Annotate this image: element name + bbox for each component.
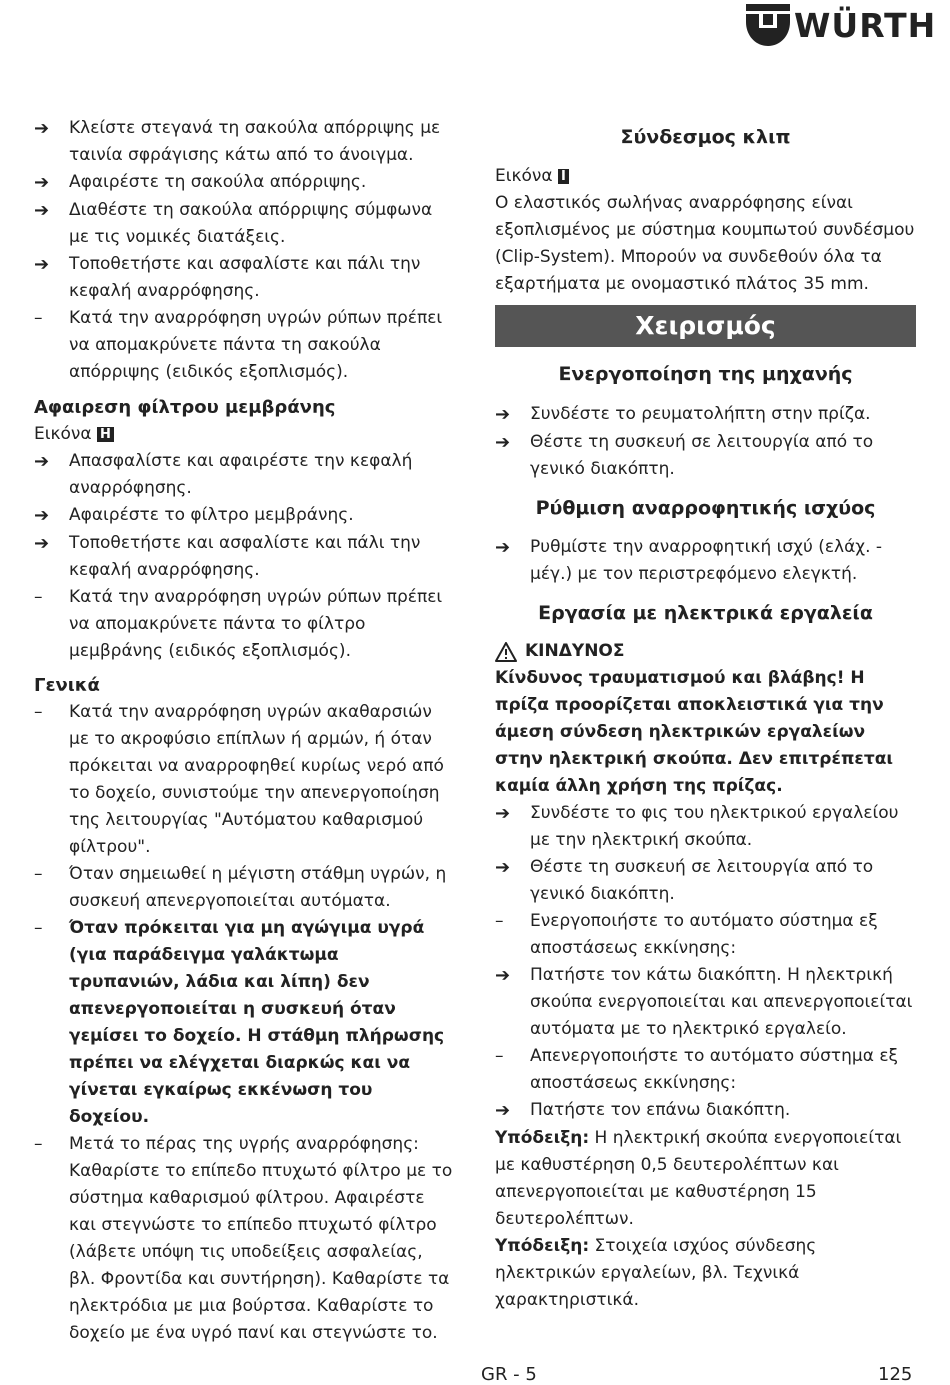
list-item-text: Κλείστε στεγανά τη σακούλα απόρριψης με ταινία σφράγισης κάτω από το άνοιγμα. bbox=[69, 118, 441, 165]
dash-bullet bbox=[34, 1131, 69, 1347]
left-column bbox=[34, 115, 454, 1347]
suction-list bbox=[495, 534, 916, 588]
general-heading: Γενικά bbox=[34, 675, 100, 696]
right-column bbox=[495, 124, 916, 1314]
dash-bullet bbox=[34, 915, 69, 1131]
arrow-bullet-icon bbox=[34, 448, 69, 502]
list-item bbox=[34, 915, 454, 1131]
figure-letter: I bbox=[558, 169, 569, 184]
list-item-text: Τοποθετήστε και ασφαλίστε και πάλι την κεφαλή αναρρόφησης. bbox=[69, 533, 421, 580]
note-label: Υπόδειξη: bbox=[495, 1236, 590, 1256]
wurth-logo-icon bbox=[746, 4, 790, 46]
arrow-bullet-icon bbox=[34, 197, 69, 251]
list-item bbox=[34, 699, 454, 861]
list-item-text: Θέστε τη συσκευή σε λειτουργία από το γενικό διακόπτη. bbox=[530, 857, 874, 904]
list-item-text: Ρυθμίστε την αναρροφητική ισχύ (ελάχ. - μέγ.) με τον περιστρεφόμενο ελεγκτή. bbox=[530, 537, 883, 584]
arrow-bullet-icon bbox=[34, 530, 69, 584]
danger-label-text: ΚΙΝΔΥΝΟΣ bbox=[525, 641, 625, 661]
list-item bbox=[34, 530, 454, 584]
note-text: Στοιχεία ισχύος σύνδεσης ηλεκτρικών εργαλείων, βλ. Τεχνικά χαρακτηριστικά. bbox=[495, 1236, 817, 1310]
footer-page-number: 125 bbox=[878, 1364, 913, 1385]
list-item-text: Απασφαλίστε και αφαιρέστε την κεφαλή αναρρόφησης. bbox=[69, 451, 413, 498]
figure-ref-i bbox=[495, 163, 916, 190]
intro-list bbox=[34, 115, 454, 386]
list-item-text: Αφαιρέστε τη σακούλα απόρριψης. bbox=[69, 172, 367, 192]
list-item-text: Κατά την αναρρόφηση υγρών ακαθαρσιών με το ακροφύσιο επίπλων ή αρμών, ή όταν πρόκειται να αναρροφηθεί κυρίως νερό από το δοχείο, συνιστούμε την απενεργοποίηση της λειτουργίας "Αυτόματου καθαρισμού φίλτρου". bbox=[69, 702, 444, 857]
figure-letter: H bbox=[97, 427, 114, 442]
list-item-text: Διαθέστε τη σακούλα απόρριψης σύμφωνα με τις νομικές διατάξεις. bbox=[69, 200, 433, 247]
list-item-text: Απενεργοποιήστε το αυτόματο σύστημα εξ αποστάσεως εκκίνησης: bbox=[530, 1046, 899, 1093]
suction-heading: Ρύθμιση αναρροφητικής ισχύος bbox=[535, 497, 876, 519]
arrow-bullet-icon bbox=[34, 251, 69, 305]
list-item bbox=[495, 908, 916, 962]
arrow-bullet-icon bbox=[495, 800, 530, 854]
filter-heading: Αφαιρεση φίλτρου μεμβράνης bbox=[34, 397, 336, 418]
arrow-bullet-icon bbox=[495, 429, 530, 483]
dash-bullet bbox=[34, 305, 69, 386]
dash-bullet bbox=[34, 584, 69, 665]
general-list bbox=[34, 699, 454, 1347]
arrow-bullet-icon bbox=[34, 502, 69, 530]
list-item bbox=[495, 534, 916, 588]
arrow-bullet-icon bbox=[495, 1097, 530, 1125]
filter-list bbox=[34, 448, 454, 665]
list-item-text: Όταν σημειωθεί η μέγιστη στάθμη υγρών, η συσκευή απενεργοποιείται αυτόματα. bbox=[69, 864, 447, 911]
list-item-text: Πατήστε τον επάνω διακόπτη. bbox=[530, 1100, 791, 1120]
warning-triangle-icon bbox=[495, 642, 517, 662]
list-item bbox=[34, 169, 454, 197]
dash-bullet bbox=[34, 861, 69, 915]
figure-word: Εικόνα bbox=[34, 424, 92, 444]
brand-name: WÜRTH bbox=[794, 5, 937, 45]
list-item-text: Αφαιρέστε το φίλτρο μεμβράνης. bbox=[69, 505, 354, 525]
list-item bbox=[495, 401, 916, 429]
dash-bullet bbox=[495, 908, 530, 962]
arrow-bullet-icon bbox=[495, 854, 530, 908]
figure-word: Εικόνα bbox=[495, 166, 553, 186]
clip-heading: Σύνδεσμος κλιπ bbox=[620, 126, 791, 148]
list-item bbox=[495, 800, 916, 854]
note-text: Η ηλεκτρική σκούπα ενεργοποιείται με καθυστέρηση 0,5 δευτερολέπτων και απενεργοποιείται με καθυστέρηση 15 δευτερολέπτων. bbox=[495, 1128, 902, 1229]
list-item bbox=[34, 115, 454, 169]
figure-ref-h bbox=[34, 421, 454, 448]
footer-section: GR - 5 bbox=[481, 1364, 537, 1385]
danger-label bbox=[495, 638, 916, 665]
list-item-text: Συνδέστε το ρευματολήπτη στην πρίζα. bbox=[530, 404, 871, 424]
list-item bbox=[34, 448, 454, 502]
arrow-bullet-icon bbox=[34, 115, 69, 169]
list-item-text: Κατά την αναρρόφηση υγρών ρύπων πρέπει να απομακρύνετε πάντα τη σακούλα απόρριψης (ειδικός εξοπλισμός). bbox=[69, 308, 443, 382]
arrow-bullet-icon bbox=[495, 534, 530, 588]
list-item bbox=[34, 305, 454, 386]
dash-bullet bbox=[495, 1043, 530, 1097]
list-item-text: Ενεργοποιήστε το αυτόματο σύστημα εξ αποστάσεως εκκίνησης: bbox=[530, 911, 878, 958]
list-item bbox=[495, 962, 916, 1043]
list-item-text: Μετά το πέρας της υγρής αναρρόφησης: Καθαρίστε το επίπεδο πτυχωτό φίλτρο με το σύστημα καθαρισμού φίλτρου. Αφαιρέστε και στεγνώστε το επίπεδο πτυχωτό φίλτρο (λάβετε υπόψη τις υποδείξεις ασφαλείας, βλ. Φροντίδα και συντήρηση). Καθαρίστε τα ηλεκτρόδια με μια βούρτσα. Καθαρίστε το δοχείο με ένα υγρό πανί και στεγνώστε το. bbox=[69, 1134, 453, 1343]
note-power bbox=[495, 1233, 916, 1314]
list-item bbox=[495, 429, 916, 483]
startup-list bbox=[495, 401, 916, 483]
startup-heading: Ενεργοποίηση της μηχανής bbox=[558, 363, 853, 385]
tools-heading: Εργασία με ηλεκτρικά εργαλεία bbox=[538, 602, 873, 624]
list-item-text: Όταν πρόκειται για μη αγώγιμα υγρά (για παράδειγμα γαλάκτωμα τρυπανιών, λάδια και λίπη) δεν απενεργοποιείται η συσκευή όταν γεμίσει το δοχείο. Η στάθμη πλήρωσης πρέπει να ελέγχεται διαρκώς και να γίνεται εγκαίρως εκκένωση του δοχείου. bbox=[69, 918, 445, 1127]
arrow-bullet-icon bbox=[34, 169, 69, 197]
list-item bbox=[34, 197, 454, 251]
list-item-text: Τοποθετήστε και ασφαλίστε και πάλι την κεφαλή αναρρόφησης. bbox=[69, 254, 421, 301]
brand-logo bbox=[746, 4, 936, 46]
list-item-text: Θέστε τη συσκευή σε λειτουργία από το γενικό διακόπτη. bbox=[530, 432, 874, 479]
list-item-text: Συνδέστε το φις του ηλεκτρικού εργαλείου με την ηλεκτρική σκούπα. bbox=[530, 803, 899, 850]
list-item-text: Πατήστε τον κάτω διακόπτη. Η ηλεκτρική σκούπα ενεργοποιείται και απενεργοποιείται αυτόματα με το ηλεκτρικό εργαλείο. bbox=[530, 965, 913, 1039]
list-item bbox=[34, 502, 454, 530]
list-item-text: Κατά την αναρρόφηση υγρών ρύπων πρέπει να απομακρύνετε πάντα το φίλτρο μεμβράνης (ειδικός εξοπλισμός). bbox=[69, 587, 443, 661]
arrow-bullet-icon bbox=[495, 401, 530, 429]
dash-bullet bbox=[34, 699, 69, 861]
list-item bbox=[34, 584, 454, 665]
list-item bbox=[495, 1097, 916, 1125]
danger-text: Κίνδυνος τραυματισμού και βλάβης! Η πρίζα προορίζεται αποκλειστικά για την άμεση σύνδεση ηλεκτρικών εργαλείων στην ηλεκτρική σκούπα. Δεν επιτρέπεται καμία άλλη χρήση της πρίζας. bbox=[495, 668, 894, 796]
note-delay bbox=[495, 1125, 916, 1233]
list-item bbox=[34, 861, 454, 915]
note-label: Υπόδειξη: bbox=[495, 1128, 590, 1148]
list-item bbox=[34, 251, 454, 305]
tools-list bbox=[495, 800, 916, 1125]
list-item bbox=[495, 1043, 916, 1097]
arrow-bullet-icon bbox=[495, 962, 530, 1043]
list-item bbox=[495, 854, 916, 908]
list-item bbox=[34, 1131, 454, 1347]
operation-section-band: Χειρισμός bbox=[495, 305, 916, 347]
clip-text: Ο ελαστικός σωλήνας αναρρόφησης είναι εξοπλισμένος με σύστημα κουμπωτού συνδέσμου (Clip-System). Μπορούν να συνδεθούν όλα τα εξαρτήματα με ονομαστικό πλάτος 35 mm. bbox=[495, 193, 915, 294]
